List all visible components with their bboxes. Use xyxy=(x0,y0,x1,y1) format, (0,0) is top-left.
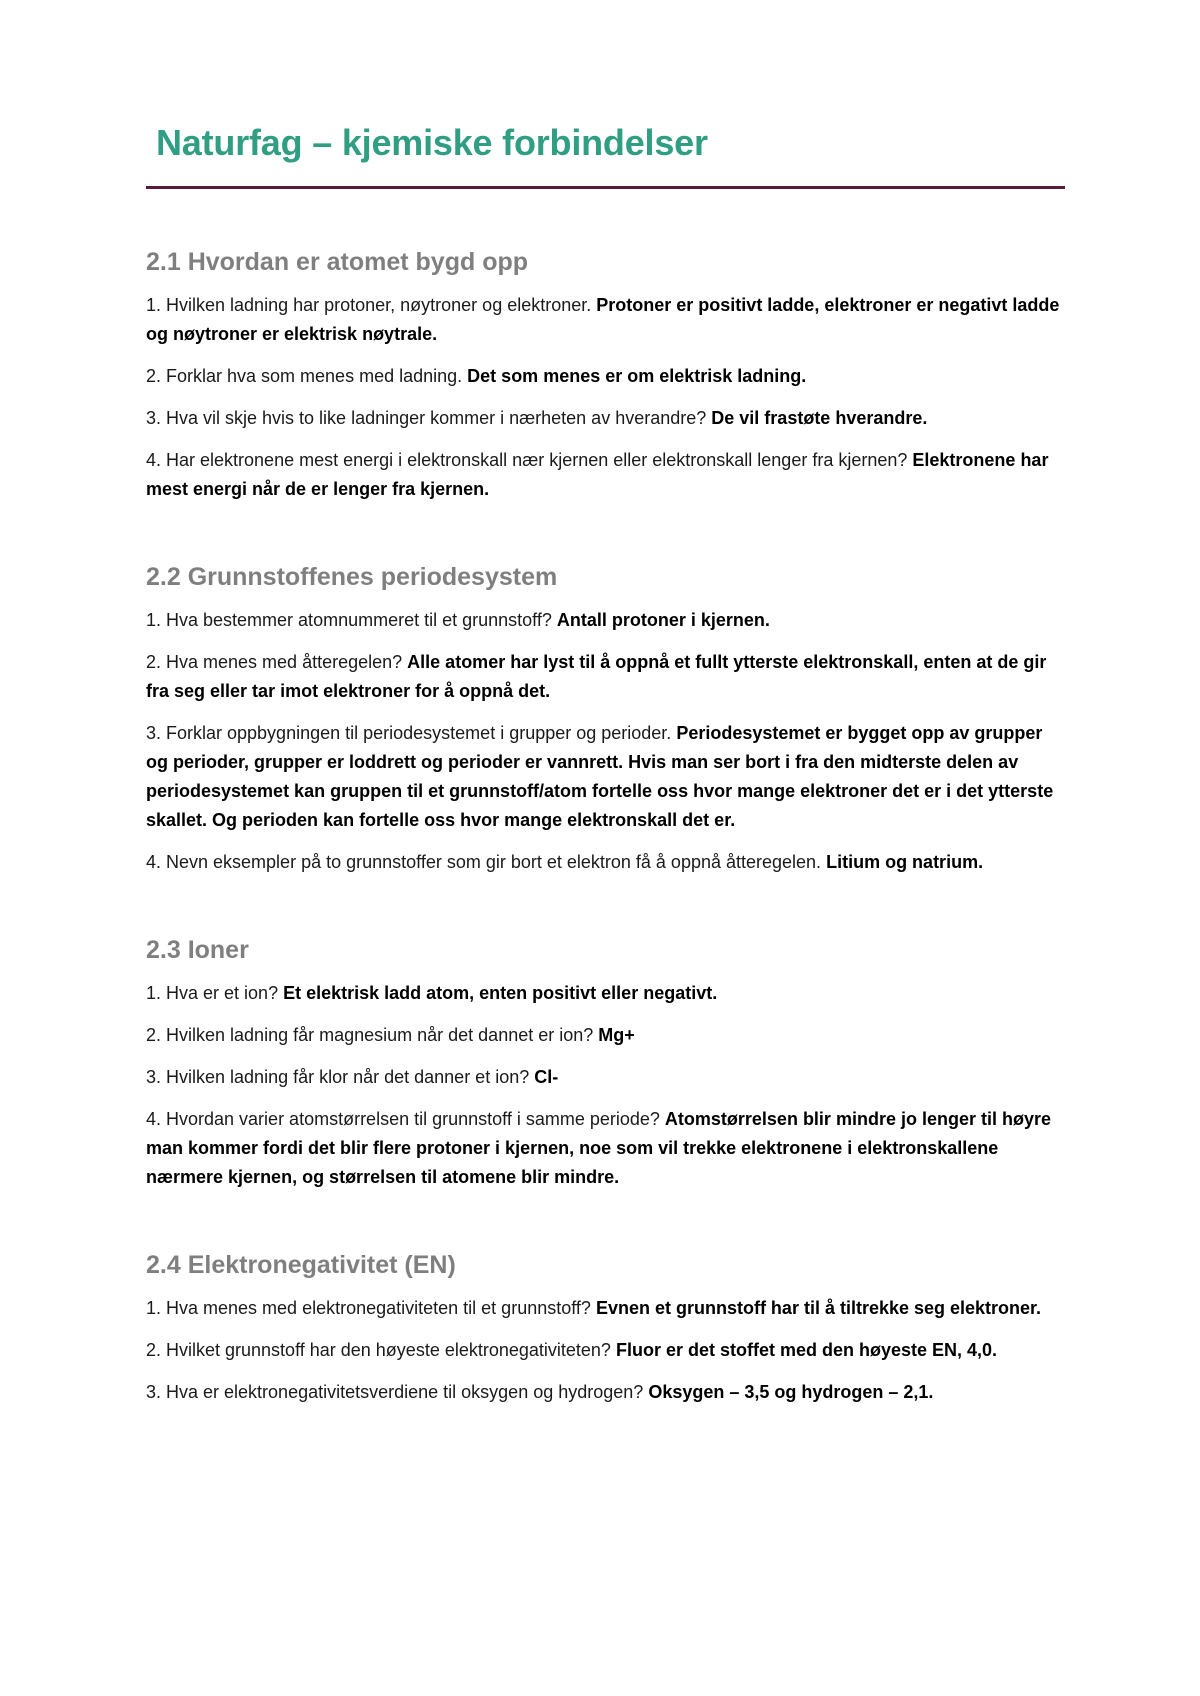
question-answer xyxy=(146,719,1065,835)
question-answer xyxy=(146,446,1065,504)
section-2-3 xyxy=(146,933,1065,1192)
question-answer xyxy=(146,1021,1065,1050)
answer-text: Cl- xyxy=(534,1067,559,1087)
question-text: 3. Forklar oppbygningen til periodesystemet i grupper og perioder. xyxy=(146,723,672,743)
document-title: Naturfag – kjemiske forbindelser xyxy=(156,122,708,163)
question-text: 1. Hva er et ion? xyxy=(146,983,279,1003)
answer-text: Atomstørrelsen blir mindre jo lenger til høyre man kommer fordi det blir flere protoner i kjernen, noe som vil trekke elektronene i elektronskallene nærmere kjernen, og størrelsen til atomene blir mindre. xyxy=(146,1109,1051,1187)
answer-text: Fluor er det stoffet med den høyeste EN, 4,0. xyxy=(615,1340,998,1360)
answer-text: Det som menes er om elektrisk ladning. xyxy=(467,366,807,386)
section-heading: 2.2 Grunnstoffenes periodesystem xyxy=(146,563,558,591)
section-heading: 2.1 Hvordan er atomet bygd opp xyxy=(146,248,529,276)
question-text: 2. Hvilket grunnstoff har den høyeste elektronegativiteten? xyxy=(146,1340,611,1360)
section-2-1 xyxy=(146,245,1065,504)
question-answer xyxy=(146,648,1065,706)
answer-text: Mg+ xyxy=(598,1025,635,1045)
question-text: 3. Hvilken ladning får klor når det danner et ion? xyxy=(146,1067,530,1087)
section-heading: 2.4 Elektronegativitet (EN) xyxy=(146,1251,456,1279)
section-2-2 xyxy=(146,560,1065,877)
answer-text: Elektronene har mest energi når de er lenger fra kjernen. xyxy=(146,450,1049,499)
answer-text: Periodesystemet er bygget opp av grupper og perioder, grupper er loddrett og perioder er vannrett. Hvis man ser bort i fra den midterste delen av periodesystemet kan gruppen til et grunnstoff/atom fortelle oss hvor mange elektroner det er i det ytterste skallet. Og perioden kan fortelle oss hvor mange elektronskall det er. xyxy=(146,723,1054,830)
section-2-4 xyxy=(146,1248,1065,1407)
question-text: 1. Hva bestemmer atomnummeret til et grunnstoff? xyxy=(146,610,552,630)
answer-text: Litium og natrium. xyxy=(826,852,984,872)
question-text: 2. Hva menes med åtteregelen? xyxy=(146,652,403,672)
question-text: 4. Nevn eksempler på to grunnstoffer som gir bort et elektron få å oppnå åtteregelen. xyxy=(146,852,822,872)
question-text: 1. Hvilken ladning har protoner, nøytroner og elektroner. xyxy=(146,295,592,315)
question-text: 4. Hvordan varier atomstørrelsen til grunnstoff i samme periode? xyxy=(146,1109,660,1129)
answer-text: Protoner er positivt ladde, elektroner er negativt ladde og nøytroner er elektrisk nøytrale. xyxy=(146,295,1060,344)
question-answer xyxy=(146,1105,1065,1192)
question-answer xyxy=(146,606,1065,635)
answer-text: Et elektrisk ladd atom, enten positivt eller negativt. xyxy=(283,983,718,1003)
question-text: 2. Hvilken ladning får magnesium når det dannet er ion? xyxy=(146,1025,594,1045)
question-answer xyxy=(146,362,1065,391)
question-answer xyxy=(146,1294,1065,1323)
question-text: 2. Forklar hva som menes med ladning. xyxy=(146,366,463,386)
question-answer xyxy=(146,1378,1065,1407)
answer-text: Evnen et grunnstoff har til å tiltrekke seg elektroner. xyxy=(595,1298,1042,1318)
answer-text: De vil frastøte hverandre. xyxy=(711,408,928,428)
question-answer xyxy=(146,291,1065,349)
question-answer xyxy=(146,848,1065,877)
answer-text: Alle atomer har lyst til å oppnå et fullt ytterste elektronskall, enten at de gir fra seg eller tar imot elektroner for å oppnå det. xyxy=(146,652,1047,701)
question-answer xyxy=(146,1336,1065,1365)
question-text: 3. Hva vil skje hvis to like ladninger kommer i nærheten av hverandre? xyxy=(146,408,707,428)
answer-text: Antall protoner i kjernen. xyxy=(556,610,770,630)
question-answer xyxy=(146,1063,1065,1092)
title-divider xyxy=(146,186,1065,189)
section-heading: 2.3 Ioner xyxy=(146,936,249,964)
question-text: 1. Hva menes med elektronegativiteten til et grunnstoff? xyxy=(146,1298,591,1318)
question-answer xyxy=(146,979,1065,1008)
answer-text: Oksygen – 3,5 og hydrogen – 2,1. xyxy=(648,1382,934,1402)
question-answer xyxy=(146,404,1065,433)
question-text: 3. Hva er elektronegativitetsverdiene til oksygen og hydrogen? xyxy=(146,1382,644,1402)
question-text: 4. Har elektronene mest energi i elektronskall nær kjernen eller elektronskall lenger fra kjernen? xyxy=(146,450,908,470)
